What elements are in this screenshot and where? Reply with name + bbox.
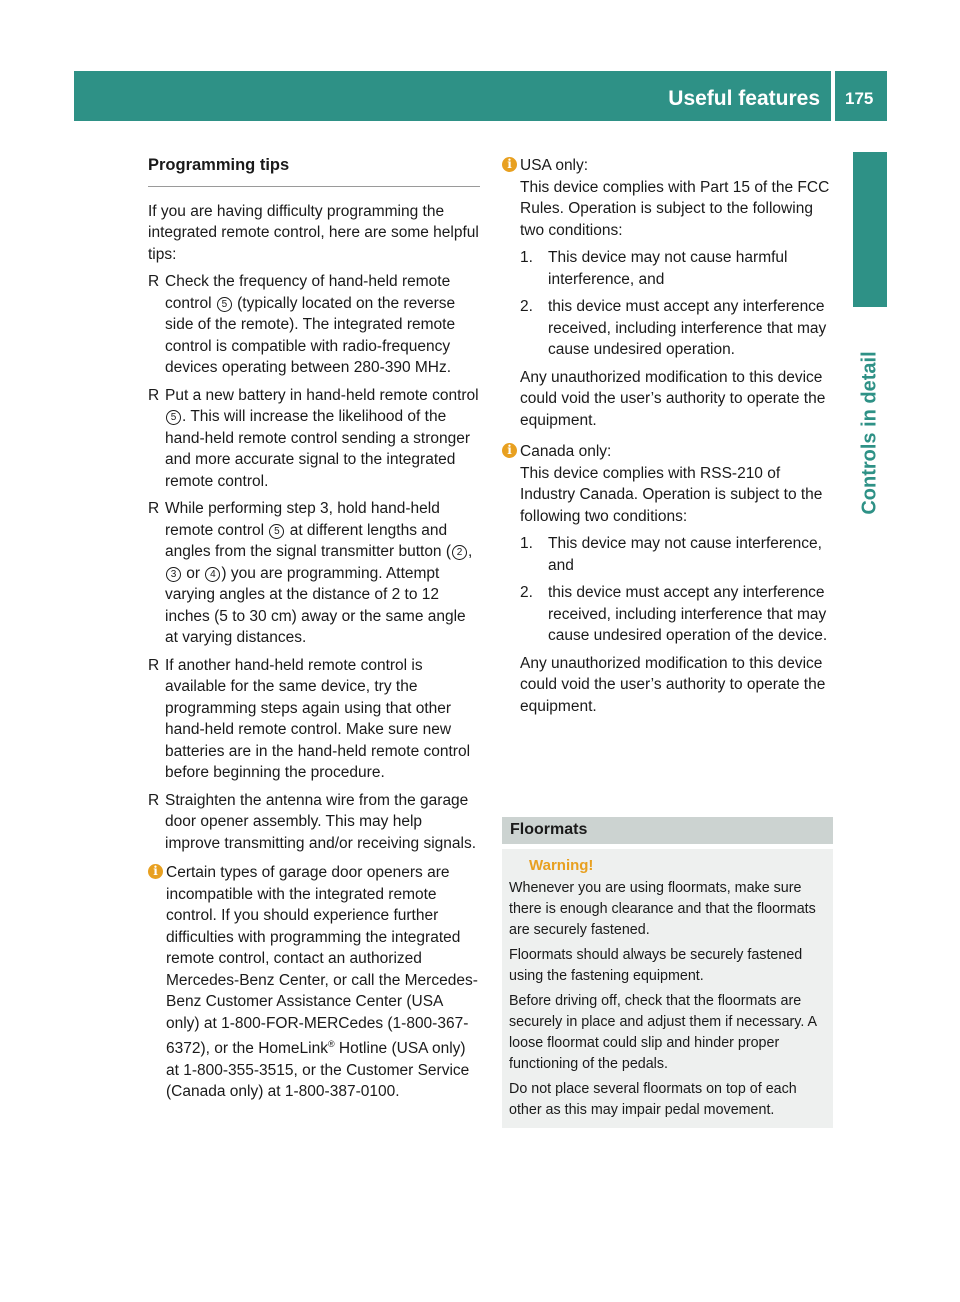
note-footer: Any unauthorized modification to this device could void the user’s authority to operate the equipment. [520, 368, 826, 429]
list-item: 2. this device must accept any interference received, including interference that may cause undesired operation of the device. [520, 584, 828, 644]
header-separator [831, 71, 835, 121]
side-label: Controls in detail [858, 351, 881, 515]
side-tab [853, 152, 887, 307]
info-icon: i [148, 864, 163, 879]
section-heading: Floormats [510, 821, 588, 838]
info-icon: i [502, 443, 517, 458]
callout-3: 3 [166, 567, 181, 582]
usa-note [502, 155, 836, 431]
intro-text: If you are having difficulty programming the integrated remote control, here are some helpful tips: [148, 202, 479, 263]
callout-5: 5 [269, 524, 284, 539]
list-item: R Check the frequency of hand-held remote control 5 (typically located on the reverse side of the remote). The integrated remote control is compatible with radio-frequency devices operating between 280-390 MHz. [148, 273, 456, 376]
note-text: This device complies with RSS-210 of Industry Canada. Operation is subject to the following two conditions: [520, 464, 823, 525]
chapter-title: Useful features [668, 87, 820, 110]
warning-paragraph: Before driving off, check that the floormats are securely in place and adjust them if necessary. A loose floormat could slip and hinder proper functioning of the pedals. [509, 993, 817, 1072]
callout-4: 4 [205, 567, 220, 582]
note-title: Canada only: [520, 443, 612, 460]
right-column [502, 155, 836, 727]
list-item: R Put a new battery in hand-held remote control 5 . This will increase the likelihood of the hand-held remote control sending a stronger and more accurate signal to the integrated remote control. [148, 386, 479, 490]
list-item: R While performing step 3, hold hand-held remote control 5 at different lengths and angles from the signal transmitter button ( 2 , 3 or 4 ) you are programming. Attempt varying angles at the distance of 2 to 12 inches (5 to 30 cm) away or the same angle at varying distances. [148, 500, 473, 646]
note-title: USA only: [520, 157, 589, 174]
canada-note [502, 441, 836, 717]
warning-paragraph: Do not place several floormats on top of each other as this may impair pedal movement. [509, 1081, 797, 1118]
page-number: 175 [845, 89, 874, 108]
list-item: 1. This device may not cause harmful interference, and [520, 249, 788, 288]
list-item: 2. this device must accept any interference received, including interference that may cause undesired operation. [520, 298, 827, 358]
left-column [148, 155, 480, 1113]
bullet-marker: R [148, 500, 160, 517]
callout-5: 5 [217, 297, 232, 312]
warning-box [502, 849, 833, 1128]
callout-2: 2 [452, 545, 467, 560]
note-text: This device complies with Part 15 of the FCC Rules. Operation is subject to the following two conditions: [520, 178, 830, 239]
bullet-marker: R [148, 656, 160, 674]
warning-title: Warning! [509, 855, 829, 876]
info-icon: i [502, 157, 517, 172]
bullet-marker: R [148, 273, 160, 290]
info-note: i Certain types of garage door openers are incompatible with the integrated remote control. If you should experience further difficulties with programming the integrated remote control, contact an authorized Mercedes-Benz Center, or call the Mercedes-Benz Customer Assistance Center (USA only) at 1-800-FOR-MERCedes (1-800-367-6372), or the HomeLink® Hotline (USA only) at 1-800-355-3515, or the Customer Service (Canada only) at 1-800-387-0100. [148, 862, 480, 1103]
note-footer: Any unauthorized modification to this device could void the user’s authority to operate the equipment. [520, 654, 826, 715]
warning-paragraph: Floormats should always be securely fastened using the fastening equipment. [509, 947, 803, 984]
list-item: 1. This device may not cause interference, and [520, 535, 822, 574]
list-item: R Straighten the antenna wire from the garage door opener assembly. This may help improve transmitting and/or receiving signals. [148, 791, 476, 852]
floormats-heading-bar [502, 817, 833, 844]
bullet-marker: R [148, 386, 160, 404]
list-item: R If another hand-held remote control is available for the same device, try the programming steps again using that other hand-held remote control. Make sure new batteries are in the hand-held remote control before beginning the procedure. [148, 656, 471, 781]
bullet-marker: R [148, 791, 160, 809]
callout-5: 5 [166, 410, 181, 425]
section-heading: Programming tips [148, 155, 480, 187]
warning-paragraph: Whenever you are using floormats, make sure there is enough clearance and that the floormats are securely fastened. [509, 880, 816, 938]
